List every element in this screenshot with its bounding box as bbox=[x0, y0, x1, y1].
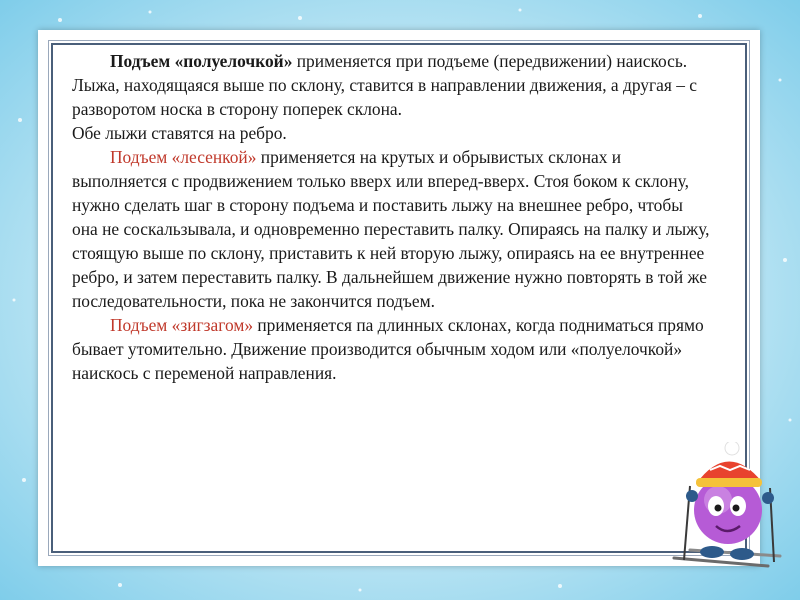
paragraph-body: применяется при подъеме (передвижении) наискось. Лыжа, находящаяся выше по склону, ставится в направлении движения, а другая – с разворотом носка в сторону поперек склона. bbox=[72, 51, 697, 119]
paragraph-lesenka bbox=[72, 145, 712, 313]
paragraph-note: Обе лыжи ставятся на ребро. bbox=[72, 123, 287, 143]
paragraph-body: применяется на крутых и обрывистых склонах и выполняется с продвижением только вверх или вперед-вверх. Стоя боком к склону, нужно сделать шаг в сторону подъема и поставить лыжу на внешнее ребро, чтобы она не соскальзывала, и одновременно переставить палку. Опираясь на палку и лыжу, стоящую выше по склону, приставить к ней вторую лыжу, опираясь на ее внутреннее ребро, и затем переставить палку. В дальнейшем движение нужно повторять в той же последовательности, пока не закончится подъем. bbox=[72, 147, 710, 311]
slide-text bbox=[72, 49, 712, 385]
paragraph-lead: Подъем «полуелочкой» bbox=[110, 51, 293, 71]
paragraph-body: применяется па длинных склонах, когда подниматься прямо бывает утомительно. Движение производится обычным ходом или «полуелочкой» наискось с переменой направления. bbox=[72, 315, 704, 383]
paragraph-lead: Подъем «зигзагом» bbox=[110, 315, 254, 335]
paragraph-lead: Подъем «лесенкой» bbox=[110, 147, 257, 167]
paragraph-polueloчka bbox=[72, 49, 712, 121]
skier-mascot-icon bbox=[670, 442, 782, 572]
paragraph-zigzag bbox=[72, 313, 712, 385]
slide-card bbox=[38, 30, 760, 566]
